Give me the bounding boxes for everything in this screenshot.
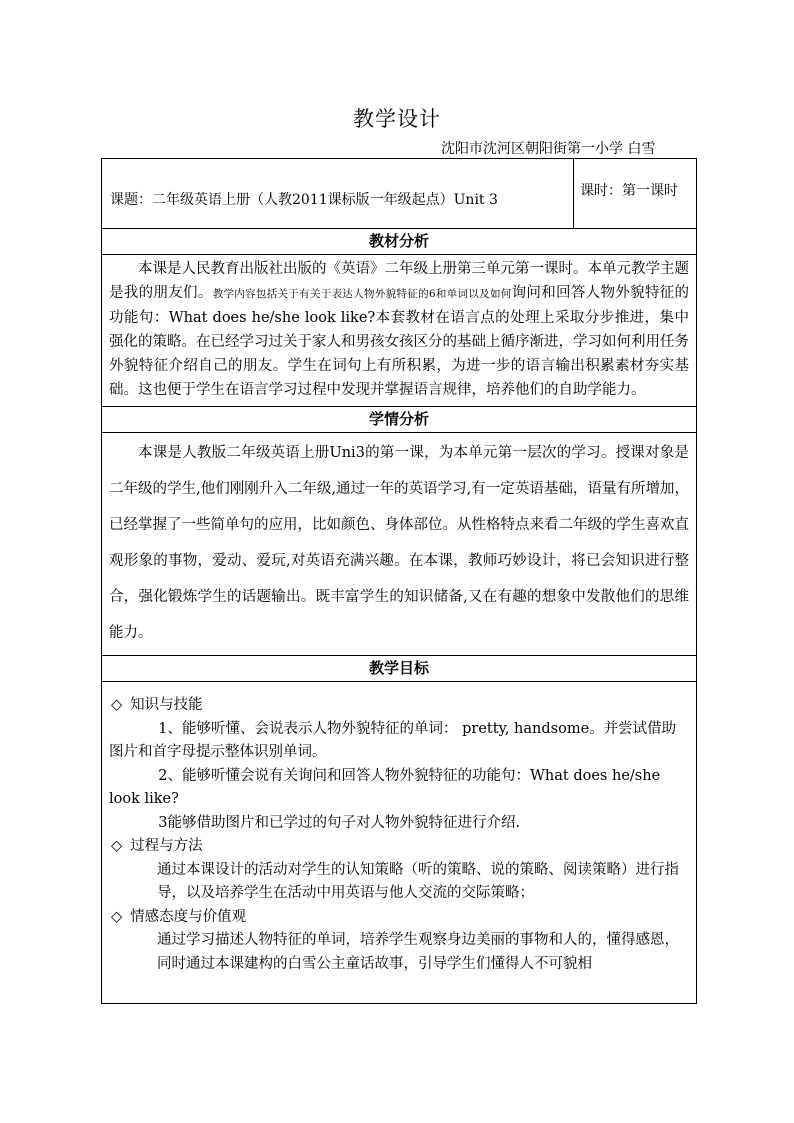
process-goal: 通过本课设计的活动对学生的认知策略（听的策略、说的策略、阅读策略）进行指导，以及培养学生在活动中用英语与他人交流的交际策略； [157,861,679,901]
students-analysis [102,433,697,656]
diamond-bullet-icon: ◇ [111,838,123,854]
topic-cell: 课题：二年级英语上册（人教2011课标版一年级起点）Unit 3 [102,159,574,229]
emotion-goal: 通过学习描述人物特征的单词，培养学生观察身边美丽的事物和人的，懂得感恩，同时通过本课建构的白雪公主童话故事，引导学生们懂得人不可貌相 [157,932,679,972]
lesson-plan-table [101,158,697,1004]
material-text-b: 询问和回答人物外貌特征的功能句：What does he/she look like?本套教材在语言点的处理上采取分步推进，集中强化的策略。在已经学习过关于家人和男孩女孩区分的基础上循序渐进，学习如何利用任务外貌特征介绍自己的朋友。学生在词句上有所积累，为进一步的语言输出积累素材夯实基础。这也便于学生在语言学习过程中发现并掌握语言规律，培养他们的自助学能力。 [109,285,690,398]
material-text-a: 本课是人民教育出版社出版的《英语》二年级上册第三单元第一课时。本单元教学主题是我的朋友们。 [109,261,689,301]
emotion-label: 情感态度与价值观 [130,908,247,925]
students-heading: 学情分析 [102,407,697,433]
material-text-small: 教学内容包括关于有关于表达人物外貌特征的6和单词以及如何 [212,288,512,300]
process-label: 过程与方法 [130,838,203,854]
students-text: 本课是人教版二年级英语上册Uni3的第一课，为本单元第一层次的学习。授课对象是二年级的学生,他们刚刚升入二年级,通过一年的英语学习,有一定英语基础，语量有所增加，已经掌握了一些简单句的应用，比如颜色、身体部位。从性格特点来看二年级的学生喜欢直观形象的事物，爱动、爱玩,对英语充满兴趣。在本课，教师巧妙设计，将已会知识进行整合，强化锻炼学生的话题输出。既丰富学生的知识储备,又在有趣的想象中发散他们的思维能力。 [109,445,689,641]
knowledge-goal-2: 2、能够听懂会说有关询问和回答人物外貌特征的功能句：What does he/she look like? [109,767,661,807]
diamond-bullet-icon: ◇ [111,697,123,713]
diamond-bullet-icon: ◇ [111,908,123,925]
goals-heading: 教学目标 [102,656,697,682]
teaching-goals [102,682,697,1004]
material-analysis [102,255,697,407]
author-line: 沈阳市沈河区朝阳街第一小学 白雪 [441,141,656,157]
knowledge-goal-3: 3能够借助图片和已学过的句子对人物外貌特征进行介绍. [158,814,521,831]
period-cell: 课时：第一课时 [574,159,697,229]
knowledge-label: 知识与技能 [130,697,203,713]
document-title: 教学设计 [353,107,441,131]
knowledge-goal-1: 1、能够听懂、会说表示人物外貌特征的单词： pretty, handsome。并尝试借助图片和首字母提示整体识别单词。 [109,720,677,760]
material-heading: 教材分析 [102,229,697,255]
